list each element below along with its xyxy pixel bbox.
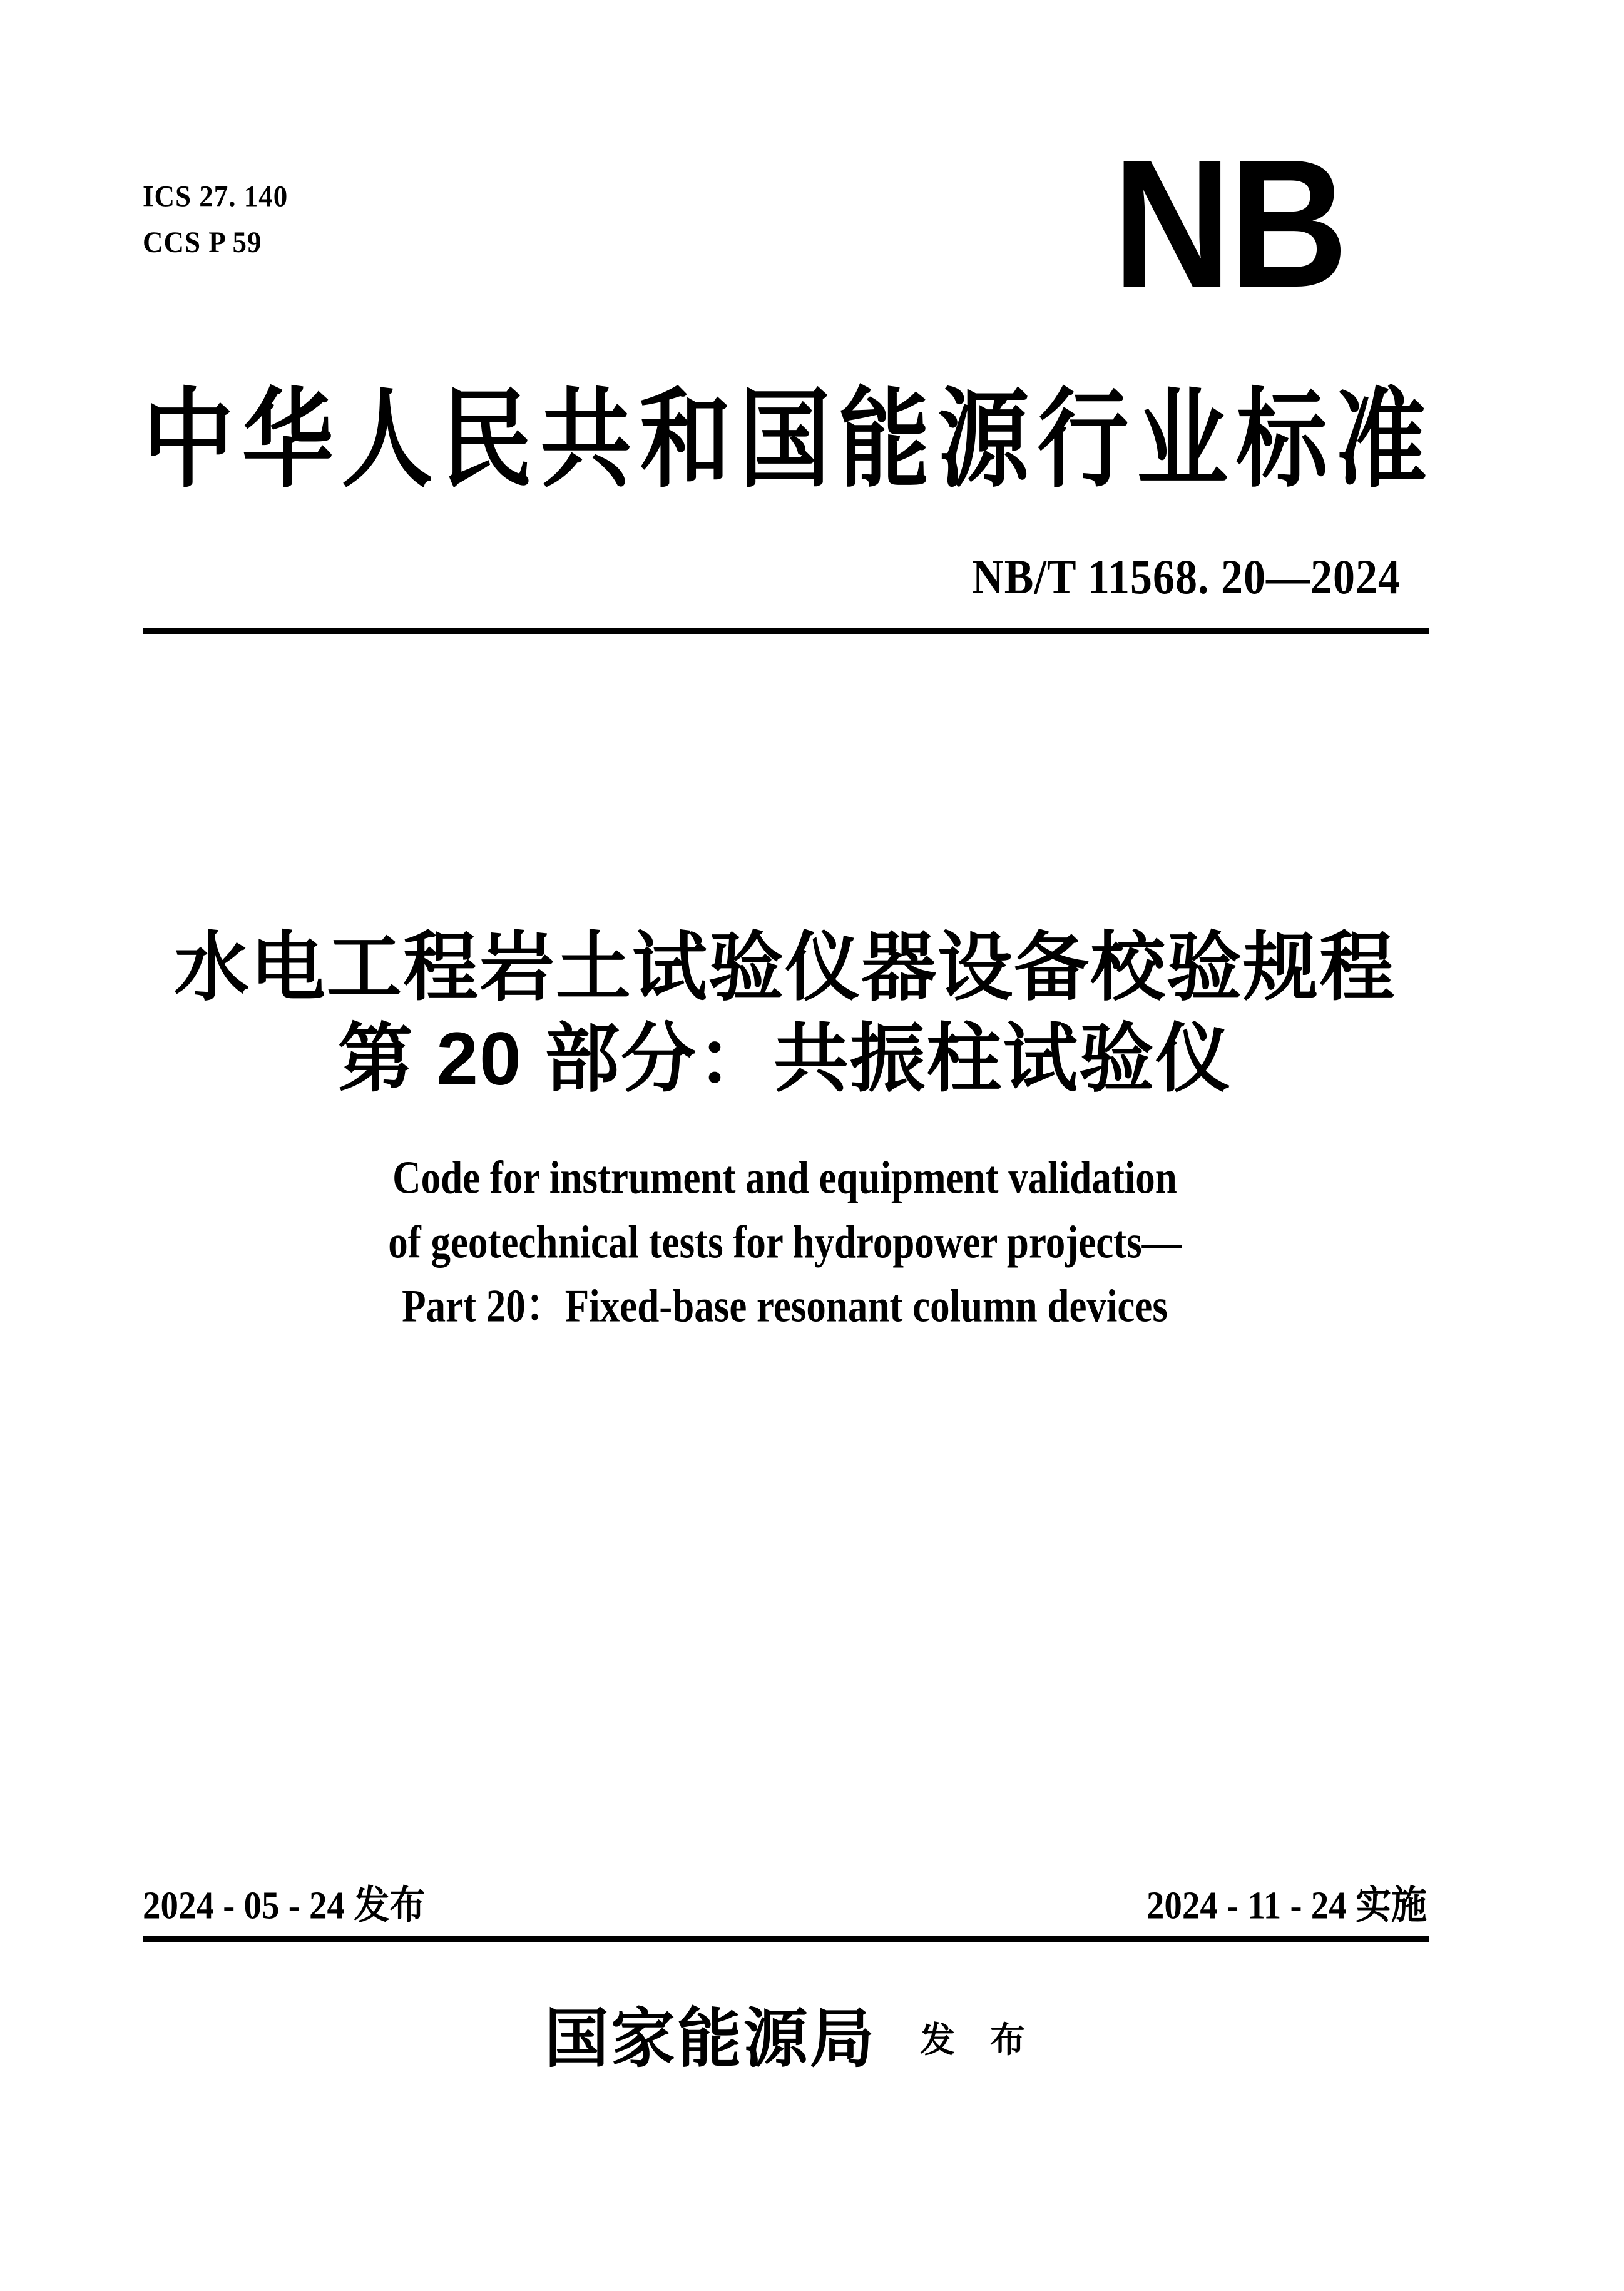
chinese-title-line2: 第 20 部分：共振柱试验仪: [337, 1017, 1232, 1101]
dates-row: [143, 1886, 1427, 1926]
standard-type-heading: 中 华 人 民 共 和 国 能 源 行 业 标 准: [143, 380, 1427, 501]
classification-codes: [143, 174, 288, 265]
ccs-code: CCS P 59: [143, 225, 262, 259]
english-title-line2: of geotechnical tests for hydropower projects—: [388, 1216, 1182, 1268]
standard-number: NB/T 11568. 20—2024: [972, 550, 1401, 605]
nb-logo: NB: [1113, 121, 1346, 325]
publisher-row: [143, 2004, 1427, 2075]
issue-date: 2024 - 05 - 24 发布: [143, 1884, 426, 1927]
ics-code: ICS 27. 140: [143, 180, 289, 213]
publish-label: 发 布: [920, 2019, 1025, 2059]
top-divider: [143, 628, 1429, 634]
english-title-line1: Code for instrument and equipment validation: [392, 1151, 1177, 1203]
chinese-title-line1: 水电工程岩土试验仪器设备校验规程: [174, 926, 1396, 1009]
english-title-line3: Part 20：Fixed-base resonant column devices: [402, 1280, 1168, 1332]
publisher-name: 国家能源局: [544, 2004, 876, 2075]
implementation-date: 2024 - 11 - 24 实施: [1146, 1884, 1427, 1927]
bottom-divider: [143, 1936, 1429, 1942]
